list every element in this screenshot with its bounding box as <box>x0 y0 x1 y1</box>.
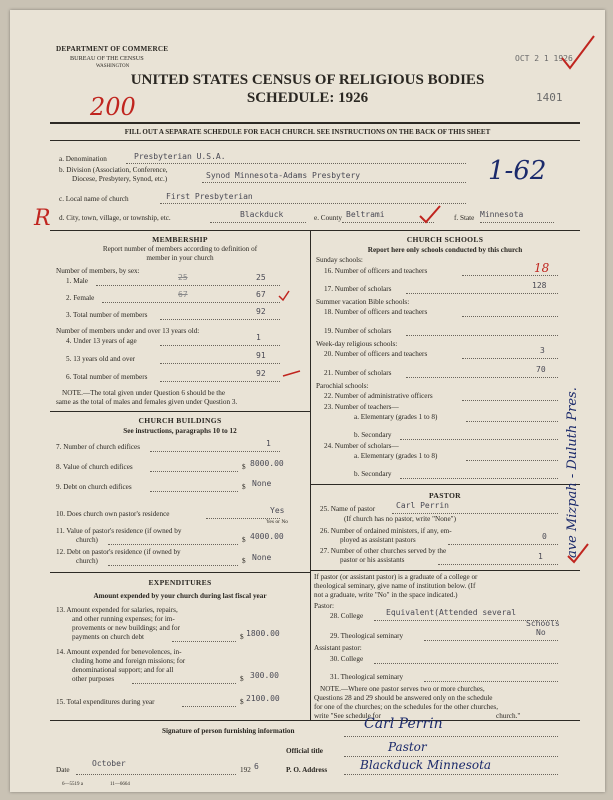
pastor-note-1: NOTE.—Where one pastor serves two or more churches, <box>320 685 485 693</box>
county-value[interactable]: Beltrami <box>346 210 385 219</box>
sunday-schools-label: Sunday schools: <box>316 256 363 264</box>
date-value[interactable]: October <box>92 759 126 768</box>
q18-label: 18. Number of officers and teachers <box>324 308 428 316</box>
q21-value[interactable]: 70 <box>536 365 546 374</box>
city-label: WASHINGTON <box>96 64 130 69</box>
buildings-heading: CHURCH BUILDINGS <box>138 416 222 425</box>
signature-value[interactable]: Carl Perrin <box>364 716 443 732</box>
red-tick-icon <box>278 290 290 302</box>
q1-male-label: 1. Male <box>66 277 88 285</box>
form-subtitle: SCHEDULE: 1926 <box>246 90 369 106</box>
divider <box>50 140 580 141</box>
division-value[interactable]: Synod Minnesota-Adams Presbytery <box>206 171 361 180</box>
graduate-note-1: If pastor (or assistant pastor) is a graduate of a college or <box>314 573 478 581</box>
received-date-stamp: OCT 2 1 1926 <box>515 54 573 63</box>
q1-struck-value: 25 <box>178 273 188 282</box>
denomination-value[interactable]: Presbyterian U.S.A. <box>134 152 226 161</box>
assistant-pastor-label: Assistant pastor: <box>314 644 362 652</box>
q26-label-1: 26. Number of ordained ministers, if any, em- <box>320 527 452 535</box>
pastor-note-3: for one of the churches; on the schedules for the other churches, <box>314 703 499 711</box>
membership-heading: MEMBERSHIP <box>152 235 208 244</box>
q25-hint: (If church has no pastor, write "None") <box>344 515 456 523</box>
red-r-mark: R <box>34 206 51 231</box>
q20-value[interactable]: 3 <box>540 346 545 355</box>
q7-value[interactable]: 1 <box>266 439 271 448</box>
q5-over13-value[interactable]: 91 <box>256 351 266 360</box>
year-label: 192 <box>240 766 251 774</box>
members-by-sex-label: Number of members, by sex: <box>56 267 140 275</box>
q14-label-4: other purposes <box>72 675 115 683</box>
q30-label: 30. College <box>330 655 364 663</box>
column-divider <box>310 230 311 720</box>
q27-label-2: pastor or his assistants <box>340 556 405 564</box>
q24a-label: a. Elementary (grades 1 to 8) <box>354 452 438 460</box>
divider <box>50 230 580 231</box>
q27-label-1: 27. Number of other churches served by the <box>320 547 447 555</box>
q13-label-2: and other running expenses; for im- <box>72 615 175 623</box>
q28-value-2[interactable]: Schools <box>526 619 560 628</box>
q16-label: 16. Number of officers and teachers <box>324 267 428 275</box>
q27-value[interactable]: 1 <box>538 552 543 561</box>
q11-label-1: 11. Value of pastor's residence (if owned by <box>56 527 182 535</box>
department-label: DEPARTMENT OF COMMERCE <box>56 45 169 53</box>
q25-label: 25. Name of pastor <box>320 505 376 513</box>
q2-female-value[interactable]: 67 <box>256 290 266 299</box>
census-schedule-page: DEPARTMENT OF COMMERCE BUREAU OF THE CENSUS WASHINGTON UNITED STATES CENSUS OF RELIGIOUS BODIES SCHEDULE: 1926 OCT 2 1 1926 1401 200 FILL OUT A SEPARATE SCHEDULE FOR EACH CHURCH. SEE INSTRUCTIONS ON THE BACK OF THIS SHEET a. Denomination Presbyterian U.S.A. b. Division (Association, Conference, Diocese, Presbytery, Synod, etc.) Synod Minnesota-Adams Presbytery 1-62 c. Local name of church First Presbyterian d. City, town, village, or township, etc. Blackduck e. County Beltrami f. State Minnesota R MEMBERSHIP Report number of members according to definition of member in your church Number of members, by sex: 1. Male 25 25 2. Female 67 67 3. Total number of members 92 Number of members under and over 13 years old: 4. Under 13 years of age 1 5. 13 years old and over 91 6. Total number of members 92 NOTE.—The total given under Question 6 should be the same as the total of males and females given under Question 3. CHURCH BUILDINGS See instructions, paragraphs 10 to 12 7. Number of church edifices 1 8. Value of church edifices $ 8000.00 9. Debt on church edifices $ None 10. Does church own pastor's residence Yes Yes or No 11. Value of pastor's residence (if owned by church) $ 4000.00 12. Debt on pastor's residence (if owned by church) $ None EXPENDITURES Amount expended by your church during last fiscal year 13. Amount expended for salaries, repairs, and other running expenses; for im- provements or new buildings; and for payments on church debt $ 1800.00 14. Amount expended for benevolences, in- cluding home and foreign missions; for denominational support; and for all other purposes $ 300.00 15. Total expenditures during year $ 2100.00 CHURCH SCHOOLS Report here only schools conducted by this church Sunday schools: 16. Number of officers and teachers 18 17. Number of scholars 128 Summer vacation Bible schools: 18. Number of officers and teachers 19. Number of scholars Week-day religious schools: 20. Number of officers and teachers 3 21. Number of scholars 70 Parochial schools: 22. Number of administrative officers 23. Number of teachers— a. Elementary (grades 1 to 8) b. Secondary 24. Number of scholars— a. Elementary (grades 1 to 8) b. Secondary PASTOR 25. Name of pastor Carl Perrin (If church has no pastor, write "None") 26. Number of ordained ministers, if any, em- ployed as assistant pastors 0 27. Number of other churches served by the pastor or his assistants 1 If pastor (or assistant pastor) is a graduate of a college or theological seminary, give name of institution below. (If not a graduate, write "No" in the space indicated.) Pastor: 28. College Equivalent(Attended several Schools 29. Theological seminary No Assistant pastor: 30. College 31. Theological seminary NOTE.—Where one pastor serves two or more churches, Questions 28 and 29 should be answered only on the schedule for one of the churches; on the schedules for the other churches, write "See schedule for church." Signature of person furnishing information Carl Perrin Official title Pastor Date October 192 6 P. O. Address Blackduck Minnesota 6—5519 a 11—6664 ave Mizpah - Duluth Pres. <box>10 10 605 792</box>
q6-total-value[interactable]: 92 <box>256 369 266 378</box>
q12-value[interactable]: None <box>252 553 272 562</box>
q14-value[interactable]: 300.00 <box>250 671 279 680</box>
state-value[interactable]: Minnesota <box>480 210 524 219</box>
po-address-value[interactable]: Blackduck Minnesota <box>360 758 492 772</box>
q12-label-1: 12. Debt on pastor's residence (if owned by <box>56 548 181 556</box>
official-title-value[interactable]: Pastor <box>388 740 427 754</box>
divider <box>50 720 580 721</box>
divider <box>310 484 580 485</box>
q13-label-1: 13. Amount expended for salaries, repairs, <box>56 606 178 614</box>
weekday-schools-label: Week-day religious schools: <box>316 340 398 348</box>
q14-label-2: cluding home and foreign missions; for <box>72 657 186 665</box>
q29-value[interactable]: No <box>536 628 546 637</box>
q13-label-3: provements or new buildings; and for <box>72 624 180 632</box>
q2-struck-value: 67 <box>178 290 188 299</box>
red-tick-icon <box>282 368 302 380</box>
division-label-1: b. Division (Association, Conference, <box>59 166 168 174</box>
q26-label-2: ployed as assistant pastors <box>340 536 416 544</box>
church-name-label: c. Local name of church <box>59 195 129 203</box>
pastor-heading: PASTOR <box>429 491 461 500</box>
q8-value[interactable]: 8000.00 <box>250 459 284 468</box>
form-number: 6—5519 a <box>62 782 83 787</box>
q15-value[interactable]: 2100.00 <box>246 694 280 703</box>
pastor-note-5: church." <box>496 712 521 720</box>
divider <box>50 572 310 573</box>
red-check-mark-icon <box>566 542 590 566</box>
margin-note: ave Mizpah - Duluth Pres. <box>565 387 580 558</box>
form-number-2: 11—6664 <box>110 782 130 787</box>
divider <box>50 122 580 124</box>
q14-label-3: denominational support; and for all <box>72 666 174 674</box>
q23a-label: a. Elementary (grades 1 to 8) <box>354 413 438 421</box>
denomination-label: a. Denomination <box>59 155 107 163</box>
bureau-label: BUREAU OF THE CENSUS <box>70 55 144 62</box>
q8-label: 8. Value of church edifices <box>56 463 133 471</box>
q14-label-1: 14. Amount expended for benevolences, in- <box>56 648 182 656</box>
state-label: f. State <box>454 214 475 222</box>
instruction-banner: FILL OUT A SEPARATE SCHEDULE FOR EACH CHURCH. SEE INSTRUCTIONS ON THE BACK OF THIS SHEET <box>124 128 491 136</box>
po-address-label: P. O. Address <box>286 766 328 774</box>
q21-label: 21. Number of scholars <box>324 369 392 377</box>
signature-label: Signature of person furnishing information <box>162 727 295 735</box>
red-200-mark: 200 <box>90 93 136 121</box>
red-check-mark-icon <box>418 204 442 226</box>
q19-label: 19. Number of scholars <box>324 327 392 335</box>
membership-intro-1: Report number of members according to definition of <box>102 245 258 253</box>
official-title-label: Official title <box>286 747 323 755</box>
q23b-label: b. Secondary <box>354 431 392 439</box>
graduate-note-2: theological seminary, give name of institution below. (If <box>314 582 476 590</box>
q9-value[interactable]: None <box>252 479 272 488</box>
q23-label: 23. Number of teachers— <box>324 403 399 411</box>
q28-value[interactable]: Equivalent(Attended several <box>386 608 517 617</box>
church-name-value[interactable]: First Presbyterian <box>166 192 253 201</box>
summer-schools-label: Summer vacation Bible schools: <box>316 298 410 306</box>
q17-label: 17. Number of scholars <box>324 285 392 293</box>
membership-note-2: same as the total of males and females given under Question 3. <box>56 398 238 406</box>
q3-total-value[interactable]: 92 <box>256 307 266 316</box>
q6-total-label: 6. Total number of members <box>66 373 148 381</box>
year-digit[interactable]: 6 <box>254 762 259 771</box>
city-value[interactable]: Blackduck <box>240 210 284 219</box>
q22-label: 22. Number of administrative officers <box>324 392 433 400</box>
schedule-number-stamp: 1401 <box>536 91 563 104</box>
schools-sub: Report here only schools conducted by this church <box>367 246 523 254</box>
blue-162-mark: 1-62 <box>488 156 547 186</box>
expenditures-heading: EXPENDITURES <box>148 578 212 587</box>
q3-total-label: 3. Total number of members <box>66 311 148 319</box>
pastor-note-2: Questions 28 and 29 should be answered only on the schedule <box>314 694 493 702</box>
q15-label: 15. Total expenditures during year <box>56 698 155 706</box>
graduate-note-3: not a graduate, write "No" in the space indicated.) <box>314 591 458 599</box>
q4-under13-label: 4. Under 13 years of age <box>66 337 137 345</box>
q5-over13-label: 5. 13 years old and over <box>66 355 136 363</box>
q9-label: 9. Debt on church edifices <box>56 483 132 491</box>
q24b-label: b. Secondary <box>354 470 392 478</box>
q26-value[interactable]: 0 <box>542 532 547 541</box>
county-label: e. County <box>314 214 342 222</box>
q29-label: 29. Theological seminary <box>330 632 404 640</box>
q31-label: 31. Theological seminary <box>330 673 404 681</box>
parochial-schools-label: Parochial schools: <box>316 382 369 390</box>
expenditures-sub: Amount expended by your church during last fiscal year <box>93 592 267 600</box>
pastor-note-4: write "See schedule for <box>314 712 381 720</box>
q20-label: 20. Number of officers and teachers <box>324 350 428 358</box>
membership-note-1: NOTE.—The total given under Question 6 should be the <box>62 389 226 397</box>
q12-label-2: church) <box>76 557 98 565</box>
q10-label: 10. Does church own pastor's residence <box>56 510 170 518</box>
q11-value[interactable]: 4000.00 <box>250 532 284 541</box>
q28-label: 28. College <box>330 612 364 620</box>
q2-female-label: 2. Female <box>66 294 95 302</box>
q25-value[interactable]: Carl Perrin <box>396 501 449 510</box>
divider <box>310 570 580 571</box>
form-title: UNITED STATES CENSUS OF RELIGIOUS BODIES <box>130 72 485 88</box>
q13-label-4: payments on church debt <box>72 633 145 641</box>
date-label: Date <box>56 766 70 774</box>
division-label-2: Diocese, Presbytery, Synod, etc.) <box>72 175 168 183</box>
schools-heading: CHURCH SCHOOLS <box>406 235 484 244</box>
q10-hint: Yes or No <box>266 519 289 525</box>
divider <box>50 411 310 412</box>
city-town-label: d. City, town, village, or township, etc. <box>59 214 171 222</box>
q11-label-2: church) <box>76 536 98 544</box>
q17-value[interactable]: 128 <box>532 281 547 290</box>
buildings-sub: See instructions, paragraphs 10 to 12 <box>123 427 237 435</box>
membership-intro-2: member in your church <box>146 254 214 262</box>
q16-value[interactable]: 18 <box>534 261 550 275</box>
q4-under13-value[interactable]: 1 <box>256 333 261 342</box>
q1-male-value[interactable]: 25 <box>256 273 266 282</box>
q10-value[interactable]: Yes <box>270 506 285 515</box>
pastor-sub-label: Pastor: <box>314 602 334 610</box>
q13-value[interactable]: 1800.00 <box>246 629 280 638</box>
q7-label: 7. Number of church edifices <box>56 443 141 451</box>
q24-label: 24. Number of scholars— <box>324 442 399 450</box>
age-intro-label: Number of members under and over 13 years old: <box>56 327 200 335</box>
red-check-mark-icon <box>558 32 598 72</box>
